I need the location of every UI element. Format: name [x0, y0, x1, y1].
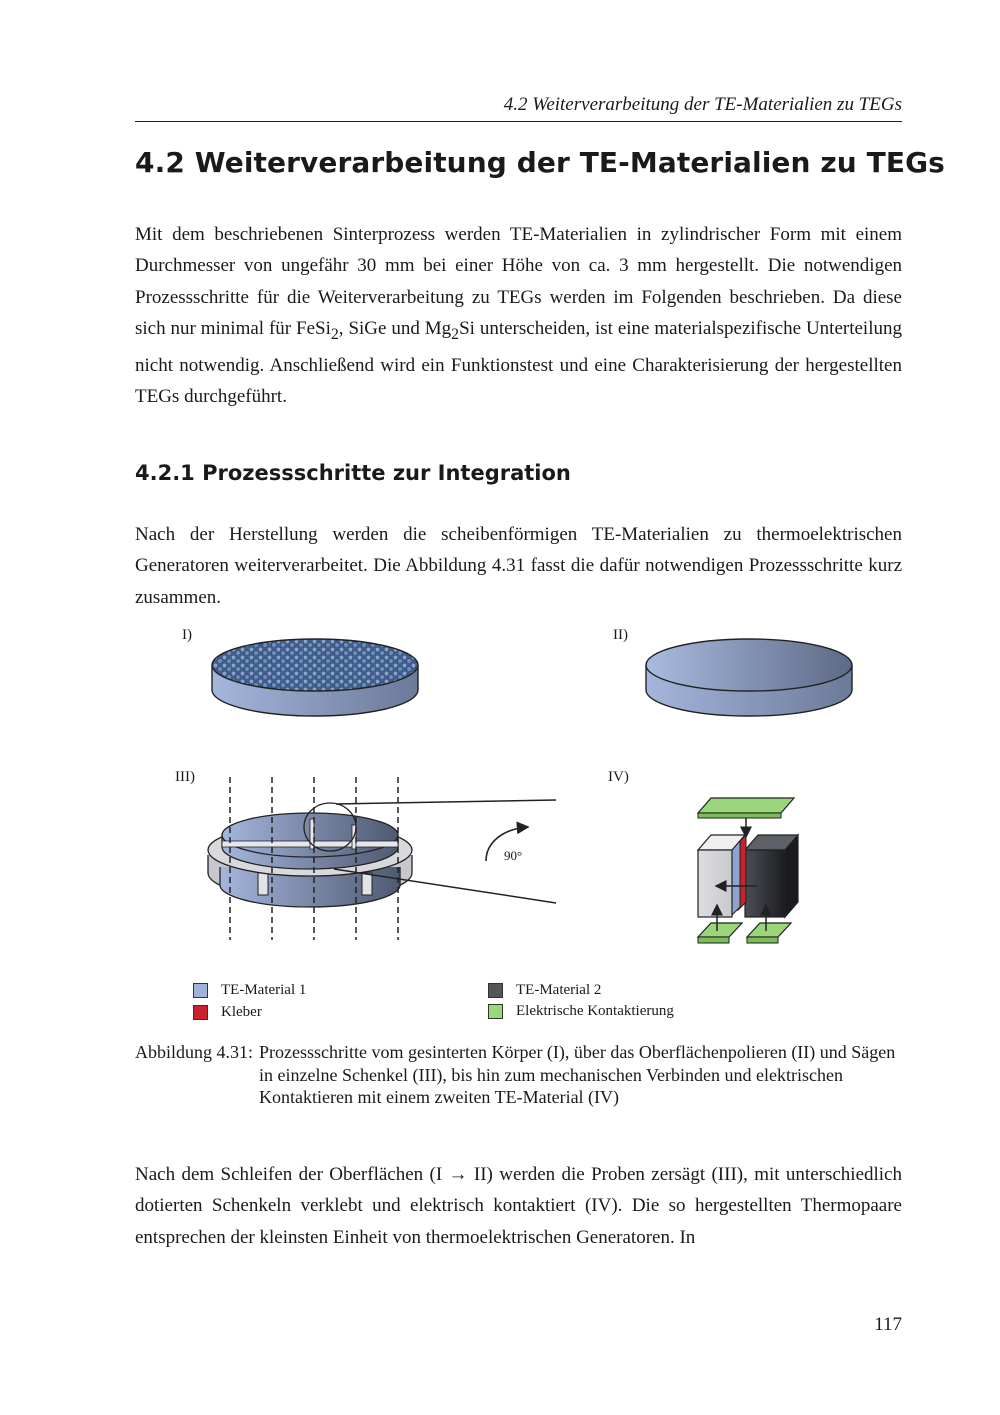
caption-label: Abbildung 4.31: [135, 1042, 254, 1062]
header-rule [135, 121, 902, 122]
figure-caption [135, 1041, 902, 1109]
intro-text-part3: Si unterscheiden, ist eine materialspezifische Unterteilung nicht notwendig. Anschließend wird ein Funktionstest und eine Charakterisierung der hergestellten TEGs durchgeführt. [135, 317, 902, 408]
intro-text-part2: , SiGe und Mg [338, 317, 452, 339]
rotation-label: 90° [504, 848, 523, 863]
caption-text: Prozessschritte vom gesinterten Körper (I), über das Oberflächenpolieren (II) und Sägen in einzelne Schenkel (III), bis hin zum mechanischen Verbinden und elektrischen Kontaktieren mit einem zweiten TE-Material (IV) [259, 1042, 896, 1107]
process-figure [150, 615, 910, 1035]
process-paragraph: Nach der Herstellung werden die scheibenförmigen TE-Materialien zu thermoelektrischen Generatoren weiterverarbeitet. Die Abbildung 4.31 fasst die dafür notwendigen Prozessschritte kurz zusammen. [135, 524, 902, 608]
legend-label-te-material-1: TE-Material 1 [221, 982, 307, 998]
panel-label-2: II) [613, 627, 628, 643]
legend-swatch-kleber [193, 1005, 208, 1020]
section-title: 4.2 Weiterverarbeitung der TE-Materialien zu TEGs [135, 146, 945, 179]
thermocouple-assembly [698, 798, 798, 943]
fesi-subscript: 2 [330, 325, 339, 343]
legend-item-kleber [193, 1004, 262, 1021]
legend-item-te-material-1 [193, 982, 306, 999]
running-header: 4.2 Weiterverarbeitung der TE-Materialien zu TEGs [503, 94, 902, 115]
legend-label-te-material-2: TE-Material 2 [516, 982, 602, 998]
figure-legend [193, 980, 793, 1030]
subsection-title: 4.2.1 Prozessschritte zur Integration [135, 461, 571, 485]
legend-swatch-kontaktierung [488, 1004, 503, 1019]
intro-text-part1: Mit dem beschriebenen Sinterprozess werden TE-Materialien in zylindrischer Form mit einem Durchmesser von ungefähr 30 mm bei einer Höhe von ca. 3 mm hergestellt. Die notwendigen Prozessschritte für die Weiterverarbeitung zu TEGs werden im Folgenden beschrieben. Da diese sich nur minimal für FeSi [135, 224, 902, 339]
process-diagram [150, 615, 910, 1035]
polished-disc [646, 639, 852, 716]
result-paragraph: Nach dem Schleifen der Oberflächen (I → II) werden die Proben zersägt (III), mit unterschiedlich dotierten Schenkeln verklebt und elektrisch kontaktiert (IV). Die so hergestellten Thermopaare entsprechen der kleinsten Einheit von thermoelektrischen Generatoren. In [135, 1164, 902, 1248]
legend-label-kontaktierung: Elektrische Kontaktierung [516, 1003, 674, 1019]
legend-swatch-te-material-2 [488, 983, 503, 998]
sawn-disc [208, 777, 556, 940]
mg-subscript: 2 [451, 325, 460, 343]
panel-label-4: IV) [608, 769, 629, 785]
sintered-disc [212, 639, 418, 716]
legend-item-te-material-2 [488, 982, 601, 999]
legend-label-kleber: Kleber [221, 1004, 262, 1020]
legend-swatch-te-material-1 [193, 983, 208, 998]
panel-label-3: III) [175, 769, 195, 785]
intro-paragraph [135, 219, 902, 413]
legend-item-kontaktierung [488, 1003, 674, 1020]
panel-label-1: I) [182, 627, 192, 643]
page-number: 117 [874, 1314, 902, 1335]
